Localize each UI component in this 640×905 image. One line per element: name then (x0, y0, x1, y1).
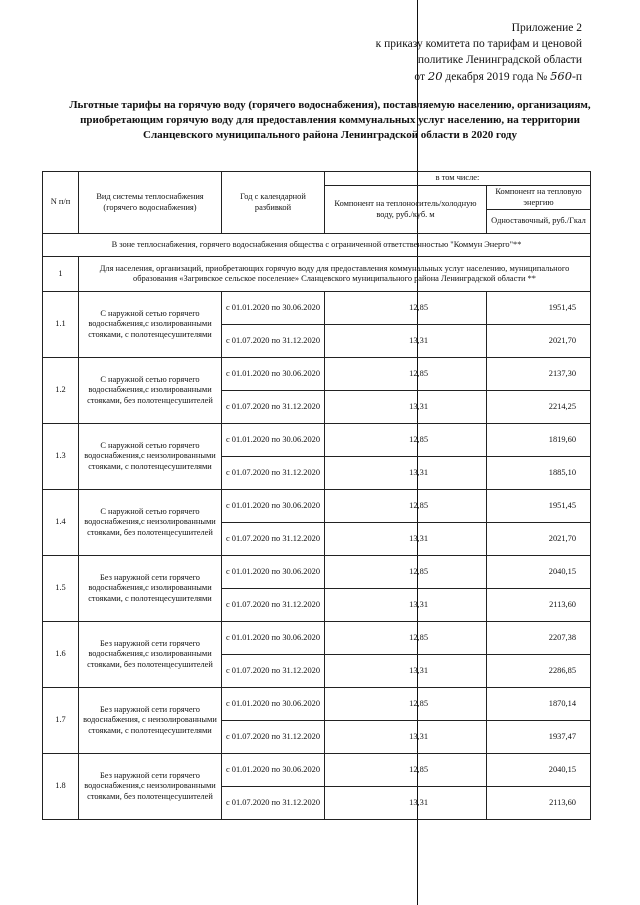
row-system-type: Без наружной сети горячего водоснабжения,с изолированными стояками, без полотенцесушителей (79, 622, 222, 688)
header-num: N п/п (43, 172, 79, 234)
row-num: 1.5 (43, 556, 79, 622)
committee-name: политике Ленинградской области (417, 54, 582, 66)
date-day: 20 (427, 69, 443, 83)
order-number: 560 (550, 69, 573, 83)
row-energy-value: 2214,25 (487, 391, 591, 424)
row-system-type: Без наружной сети горячего водоснабжения,с неизолированными стояками, без полотенцесушителей (79, 754, 222, 820)
row-num: 1.3 (43, 424, 79, 490)
row-heat-carrier-value: 12,85 (325, 622, 487, 655)
row-period: с 01.01.2020 по 30.06.2020 (222, 556, 325, 589)
row-energy-value: 1937,47 (487, 721, 591, 754)
date-rest: декабря 2019 года № (445, 71, 548, 83)
row-period: с 01.07.2020 по 31.12.2020 (222, 787, 325, 820)
row-period: с 01.01.2020 по 30.06.2020 (222, 490, 325, 523)
tariffs-table (42, 171, 591, 820)
section-num: 1 (43, 257, 79, 292)
table-row (43, 688, 591, 721)
table-row (43, 424, 591, 457)
header-period: Год с календарной разбивкой (222, 172, 325, 234)
header-energy-unit: Одноставочный, руб./Гкал (487, 210, 591, 234)
table-row (43, 754, 591, 787)
row-energy-value: 2113,60 (487, 787, 591, 820)
row-energy-value: 2113,60 (487, 589, 591, 622)
row-heat-carrier-value: 13,31 (325, 523, 487, 556)
row-energy-value: 1951,45 (487, 490, 591, 523)
row-num: 1.2 (43, 358, 79, 424)
order-date-line (376, 68, 582, 85)
row-energy-value: 2021,70 (487, 523, 591, 556)
date-prefix: от (414, 71, 426, 83)
row-heat-carrier-value: 13,31 (325, 787, 487, 820)
order-suffix: -п (572, 71, 582, 83)
row-heat-carrier-value: 12,85 (325, 754, 487, 787)
row-period: с 01.07.2020 по 31.12.2020 (222, 523, 325, 556)
row-heat-carrier-value: 13,31 (325, 589, 487, 622)
row-period: с 01.01.2020 по 30.06.2020 (222, 292, 325, 325)
row-system-type: Без наружной сети горячего водоснабжения, с неизолированными стояками, с полотенцесушителями (79, 688, 222, 754)
row-energy-value: 2040,15 (487, 754, 591, 787)
table-row (43, 490, 591, 523)
row-period: с 01.01.2020 по 30.06.2020 (222, 358, 325, 391)
header-energy: Компонент на тепловую энергию (487, 186, 591, 210)
row-num: 1.7 (43, 688, 79, 754)
row-system-type: Без наружной сети горячего водоснабжения,с изолированными стояками, с полотенцесушителями (79, 556, 222, 622)
row-heat-carrier-value: 13,31 (325, 391, 487, 424)
row-num: 1.1 (43, 292, 79, 358)
row-period: с 01.01.2020 по 30.06.2020 (222, 754, 325, 787)
zone-row: В зоне теплоснабжения, горячего водоснабжения общества с ограниченной ответственностью "Коммун Энерго"** (43, 234, 591, 257)
row-period: с 01.01.2020 по 30.06.2020 (222, 622, 325, 655)
row-period: с 01.01.2020 по 30.06.2020 (222, 688, 325, 721)
row-energy-value: 2286,85 (487, 655, 591, 688)
row-heat-carrier-value: 12,85 (325, 358, 487, 391)
row-period: с 01.07.2020 по 31.12.2020 (222, 457, 325, 490)
section-text: Для населения, организаций, приобретающих горячую воду для предоставления коммунальных услуг населению, муниципального образования «Загривское сельское поселение» Сланцевского муниципального района Ленинградской области ** (79, 257, 591, 292)
header-including: в том числе: (325, 172, 591, 186)
row-energy-value: 2137,30 (487, 358, 591, 391)
row-energy-value: 1951,45 (487, 292, 591, 325)
row-energy-value: 2021,70 (487, 325, 591, 358)
row-energy-value: 2207,38 (487, 622, 591, 655)
row-num: 1.6 (43, 622, 79, 688)
row-heat-carrier-value: 13,31 (325, 721, 487, 754)
row-heat-carrier-value: 12,85 (325, 292, 487, 325)
header-type: Вид системы теплоснабжения (горячего водоснабжения) (79, 172, 222, 234)
row-heat-carrier-value: 13,31 (325, 325, 487, 358)
document-title: Льготные тарифы на горячую воду (горячего водоснабжения), поставляемую населению, организациям, приобретающим горячую воду для предоставления коммунальных услуг населению, на территории Сланцевского муниципального района Ленинградской области в 2020 году (69, 99, 591, 141)
row-period: с 01.01.2020 по 30.06.2020 (222, 424, 325, 457)
row-system-type: С наружной сетью горячего водоснабжения,с неизолированными стояками, без полотенцесушителей (79, 490, 222, 556)
row-heat-carrier-value: 13,31 (325, 655, 487, 688)
row-period: с 01.07.2020 по 31.12.2020 (222, 325, 325, 358)
row-heat-carrier-value: 12,85 (325, 556, 487, 589)
table-row (43, 358, 591, 391)
row-system-type: С наружной сетью горячего водоснабжения,с неизолированными стояками, с полотенцесушителями (79, 424, 222, 490)
row-num: 1.4 (43, 490, 79, 556)
row-period: с 01.07.2020 по 31.12.2020 (222, 391, 325, 424)
header-heat-carrier: Компонент на теплоноситель/холодную воду, руб./куб. м (325, 186, 487, 234)
document-header (376, 20, 582, 85)
row-period: с 01.07.2020 по 31.12.2020 (222, 589, 325, 622)
appendix-label: Приложение 2 (511, 22, 582, 34)
row-energy-value: 2040,15 (487, 556, 591, 589)
row-energy-value: 1885,10 (487, 457, 591, 490)
row-heat-carrier-value: 12,85 (325, 688, 487, 721)
order-reference: к приказу комитета по тарифам и ценовой (375, 38, 582, 50)
row-system-type: С наружной сетью горячего водоснабжения,с изолированными стояками, без полотенцесушителей (79, 358, 222, 424)
row-heat-carrier-value: 12,85 (325, 490, 487, 523)
row-period: с 01.07.2020 по 31.12.2020 (222, 655, 325, 688)
table-row (43, 622, 591, 655)
row-num: 1.8 (43, 754, 79, 820)
row-period: с 01.07.2020 по 31.12.2020 (222, 721, 325, 754)
row-energy-value: 1819,60 (487, 424, 591, 457)
row-heat-carrier-value: 12,85 (325, 424, 487, 457)
row-energy-value: 1870,14 (487, 688, 591, 721)
row-heat-carrier-value: 13,31 (325, 457, 487, 490)
row-system-type: С наружной сетью горячего водоснабжения,с изолированными стояками, с полотенцесушителями (79, 292, 222, 358)
table-row (43, 556, 591, 589)
table-row (43, 292, 591, 325)
